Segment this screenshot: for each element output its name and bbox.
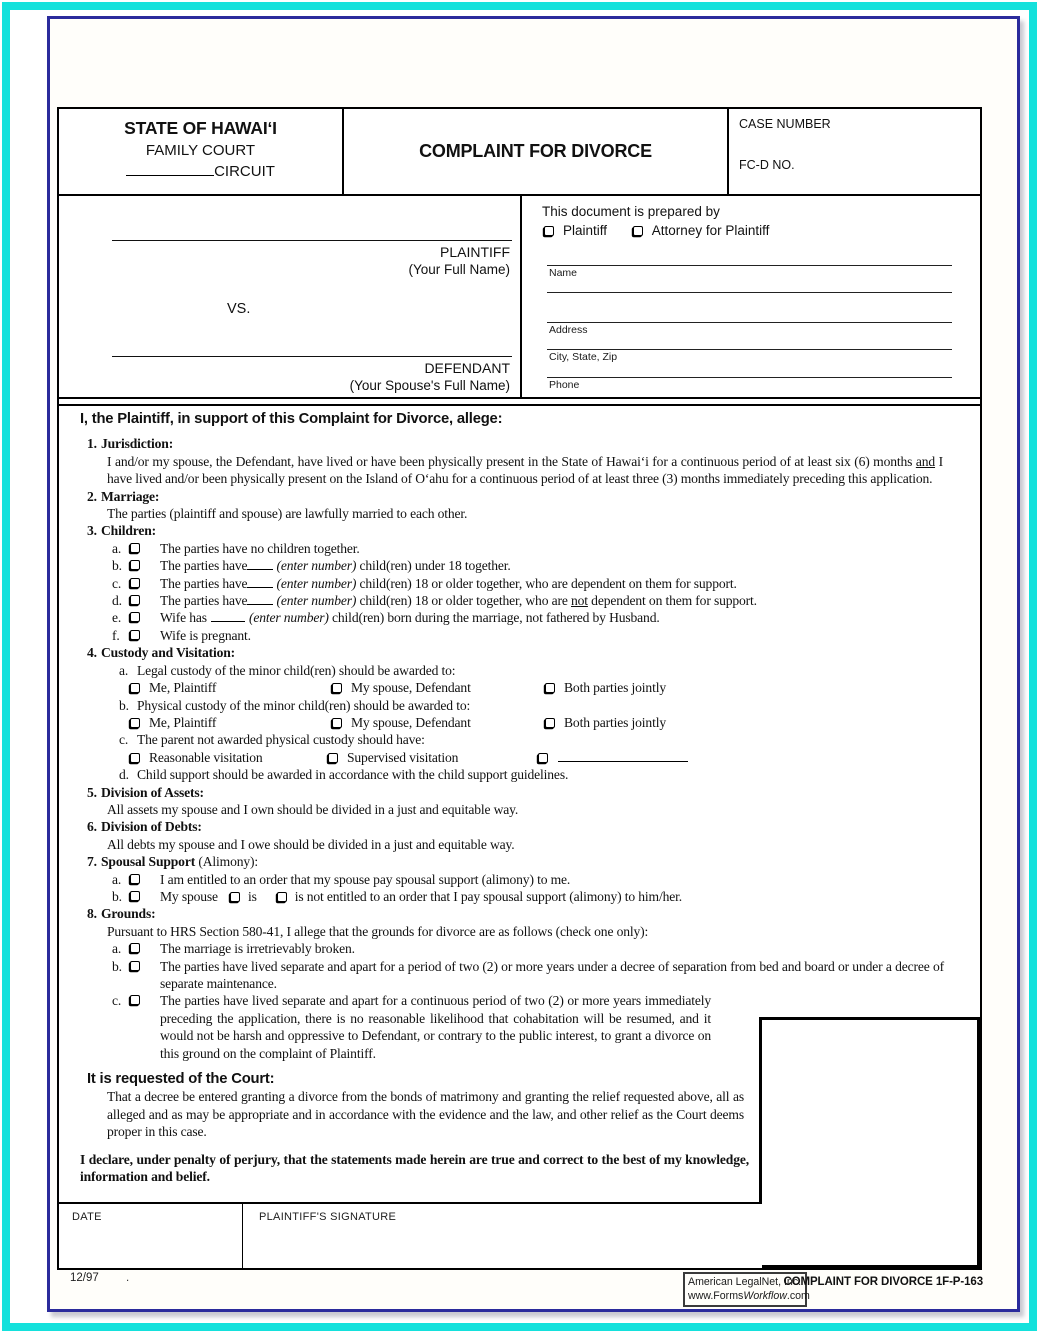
prepared-attorney-label: Attorney for Plaintiff [651,223,770,238]
section-title: Spousal Support [101,854,196,870]
section-6-text: All debts my spouse and I owe should be divided in a just and equitable way. [107,836,515,852]
preparer-address-line[interactable] [547,322,952,336]
item-letter: b. [112,958,122,974]
fcd-number-label: FC-D NO. [739,158,795,172]
checkbox-grounds-a[interactable] [130,943,140,953]
checkbox-legal-joint[interactable] [545,683,555,693]
checkbox-alimony-is-not[interactable] [277,892,287,902]
preparer-phone-line[interactable] [547,377,952,391]
custody-item-a: a. Legal custody of the minor child(ren) should be awarded to: [119,662,456,678]
children-item-d: d. The parties have (enter number) child(ren) 18 or older together, who are not dependent on them for support. [112,593,757,609]
defendant-label: DEFENDANT [424,360,510,376]
visitation-options [59,749,980,766]
section-number: 1. [87,436,97,452]
checkbox-children-a[interactable] [130,543,140,553]
section-2-text: The parties (plaintiff and spouse) are lawfully married to each other. [107,506,468,522]
section-5-text: All assets my spouse and I own should be divided in a just and equitable way. [107,801,519,817]
option-label: Reasonable visitation [149,749,263,765]
item-letter: a. [112,941,122,957]
children-e-number-blank[interactable] [211,609,245,622]
item-letter: f. [112,627,120,643]
section-number: 6. [87,819,97,835]
legal-custody-options [59,679,980,696]
checkbox-legal-me[interactable] [130,683,140,693]
header-title-cell [344,109,729,194]
option-label: My spouse, Defendant [351,714,471,730]
item-text: The parties have lived separate and apart for a period of two (2) or more years under a decree of separation from bed and board or under a decree of separate maintenance. [160,958,944,991]
section-6-heading [59,818,980,835]
section-title: Division of Debts: [101,819,202,835]
item-letter: b. [112,888,122,904]
section-number: 8. [87,906,97,922]
children-item-c: c. The parties have (enter number) child(ren) 18 or older together, who are dependent on them for support. [112,575,737,591]
circuit-line [59,163,342,180]
item-letter: e. [112,610,122,626]
custody-item-c: c. The parent not awarded physical custody should have: [119,732,425,748]
checkbox-supervised-visitation[interactable] [328,753,338,763]
option-label: Me, Plaintiff [149,680,217,696]
circuit-blank[interactable] [126,163,214,176]
section-title: Custody and Visitation: [101,645,236,661]
request-heading: It is requested of the Court: [87,1071,275,1088]
case-number-label: CASE NUMBER [739,117,831,131]
item-letter: a. [112,540,122,556]
section-title: Division of Assets: [101,784,204,800]
alimony-item-a [59,871,980,888]
preparer-name-label: Name [549,267,578,279]
section-4-heading [59,644,980,661]
grounds-item-b [59,958,980,993]
section-title: Children: [101,523,157,539]
footer-dot: . [126,1272,130,1284]
item-letter: d. [112,593,122,609]
children-item-e: e. Wife has (enter number) child(ren) born during the marriage, not fathered by Husband. [112,610,660,626]
signature-row [59,1202,762,1268]
section-title: Grounds: [101,906,156,922]
circuit-label: CIRCUIT [214,163,275,180]
option-label: Supervised visitation [347,749,459,765]
item-letter: b. [112,558,122,574]
preparer-city-label: City, State, Zip [549,351,618,363]
custody-item-d: d. Child support should be awarded in accordance with the child support guidelines. [119,767,569,783]
preparer-phone-label: Phone [549,379,580,391]
checkbox-prepared-plaintiff[interactable] [544,226,554,236]
plaintiff-name-line[interactable] [112,240,512,241]
header-case-cell [729,109,980,194]
legalnet-name: American LegalNet, Inc. [688,1276,802,1288]
checkbox-prepared-attorney[interactable] [633,226,643,236]
section-1-heading [59,435,980,452]
section-2-heading [59,488,980,505]
signature-divider [242,1204,243,1268]
section-title: Jurisdiction: [101,436,174,452]
state-title: STATE OF HAWAIʻI [124,118,277,138]
preparer-name-line-2[interactable] [547,292,952,293]
alimony-item-b: b. My spouse is is not entitled to an order that I pay spousal support (alimony) to him/her. [112,888,682,904]
section-number: 5. [87,784,97,800]
option-label: Me, Plaintiff [149,714,217,730]
item-text: The parties have lived separate and apart for a continuous period of two (2) or more years immediately preceding the application, there is no reasonable likelihood that cohabitation will be resumed, and it would not be harsh and oppressive to Defendant, or contrary to the public interest, to grant a divorce on this ground on the complaint of Plaintiff. [160,993,711,1061]
other-visitation-blank[interactable] [558,749,688,762]
prepared-by-options [544,223,769,238]
allegation-intro: I, the Plaintiff, in support of this Complaint for Divorce, allege: [80,411,503,427]
defendant-name-line[interactable] [112,356,512,357]
header-court-cell [59,109,344,194]
prepared-by-heading: This document is prepared by [542,204,720,219]
checkbox-physical-spouse[interactable] [332,718,342,728]
form-outline [57,107,982,1270]
checkbox-physical-joint[interactable] [545,718,555,728]
children-d-number-blank[interactable] [247,592,273,605]
option-label: Both parties jointly [564,680,666,696]
section-7-heading [59,853,980,870]
checkbox-children-f[interactable] [130,630,140,640]
children-item-a [59,540,980,557]
form-title: COMPLAINT FOR DIVORCE [419,141,652,161]
court-title: FAMILY COURT [145,142,256,159]
section-number: 3. [87,523,97,539]
children-item-f [59,627,980,644]
item-text: I am entitled to an order that my spouse pay spousal support (alimony) to me. [160,871,571,887]
section-number: 4. [87,645,97,661]
item-letter: a. [112,871,122,887]
item-letter: c. [112,993,122,1009]
checkbox-legal-spouse[interactable] [332,683,342,693]
prepared-plaintiff-label: Plaintiff [563,223,608,238]
section-title: Marriage: [101,488,160,504]
preparer-city-line[interactable] [547,349,952,363]
checkbox-children-d[interactable] [130,595,140,605]
section-title-suffix: (Alimony): [195,854,259,870]
date-label: DATE [72,1211,102,1223]
preparer-address-label: Address [549,324,588,336]
vs-label: VS. [227,301,251,317]
checkbox-alimony-is[interactable] [230,892,240,902]
item-text: The marriage is irretrievably broken. [160,941,355,957]
plaintiff-signature-label: PLAINTIFF'S SIGNATURE [259,1211,397,1223]
custody-item-b: b. Physical custody of the minor child(ren) should be awarded to: [119,697,471,713]
checkbox-alimony-a[interactable] [130,874,140,884]
section-3-heading [59,522,980,539]
item-text: The parties have no children together. [160,540,360,556]
defendant-sublabel: (Your Spouse's Full Name) [349,378,510,393]
checkbox-children-b[interactable] [130,560,140,570]
preparer-name-line[interactable] [547,265,952,279]
checkbox-grounds-b[interactable] [130,961,140,971]
section-number: 7. [87,854,97,870]
checkbox-children-e[interactable] [130,612,140,622]
party-row [59,196,980,399]
grounds-item-c [59,992,747,1062]
plaintiff-label: PLAINTIFF [439,244,510,260]
plaintiff-sublabel: (Your Full Name) [408,262,510,277]
children-b-number-blank[interactable] [247,557,273,570]
physical-custody-options [59,714,980,731]
children-c-number-blank[interactable] [247,575,273,588]
prepared-by-cell [522,196,980,397]
item-text: Wife is pregnant. [160,627,251,643]
section-1-text: I and/or my spouse, the Defendant, have lived or have been physically present in the State of Hawaiʻi for a continuous period of at least six (6) months and I have lived and/or been physically present on the Island of Oʻahu for a continuous period of at least three (3) months immediately preceding this application. [107,453,943,487]
checkbox-alimony-b[interactable] [130,891,140,901]
request-text: That a decree be entered granting a divorce from the bonds of matrimony and granting the relief requested above, all as alleged and as may be appropriate and in accordance with the evidence and the law, and other relief as the Court deems proper in this case. [107,1089,744,1140]
checkbox-other-visitation[interactable] [538,753,548,763]
section-5-heading [59,784,980,801]
checkbox-physical-me[interactable] [130,718,140,728]
section-number: 2. [87,488,97,504]
form-id: COMPLAINT FOR DIVORCE 1F-P-163 [783,1276,983,1288]
children-item-b: b. The parties have (enter number) child(ren) under 18 together. [112,558,511,574]
checkbox-reasonable-visitation[interactable] [130,753,140,763]
grounds-item-a [59,940,980,957]
option-label: Both parties jointly [564,714,666,730]
grounds-intro: Pursuant to HRS Section 580-41, I allege that the grounds for divorce are as follows (check one only): [107,923,649,939]
option-label: My spouse, Defendant [351,680,471,696]
item-letter: c. [112,575,122,591]
checkbox-children-c[interactable] [130,578,140,588]
section-8-heading [59,905,980,922]
checkbox-grounds-c[interactable] [130,995,140,1005]
form-header-row [59,109,980,196]
legalnet-url: www.FormsWorkflow.com [688,1289,810,1302]
declaration-text: I declare, under penalty of perjury, that the statements made herein are true and correct to the best of my knowledge, information and belief. [80,1151,749,1185]
party-caption-cell [59,196,522,397]
court-stamp-box [759,1017,980,1268]
revision-date: 12/97 [70,1272,99,1284]
